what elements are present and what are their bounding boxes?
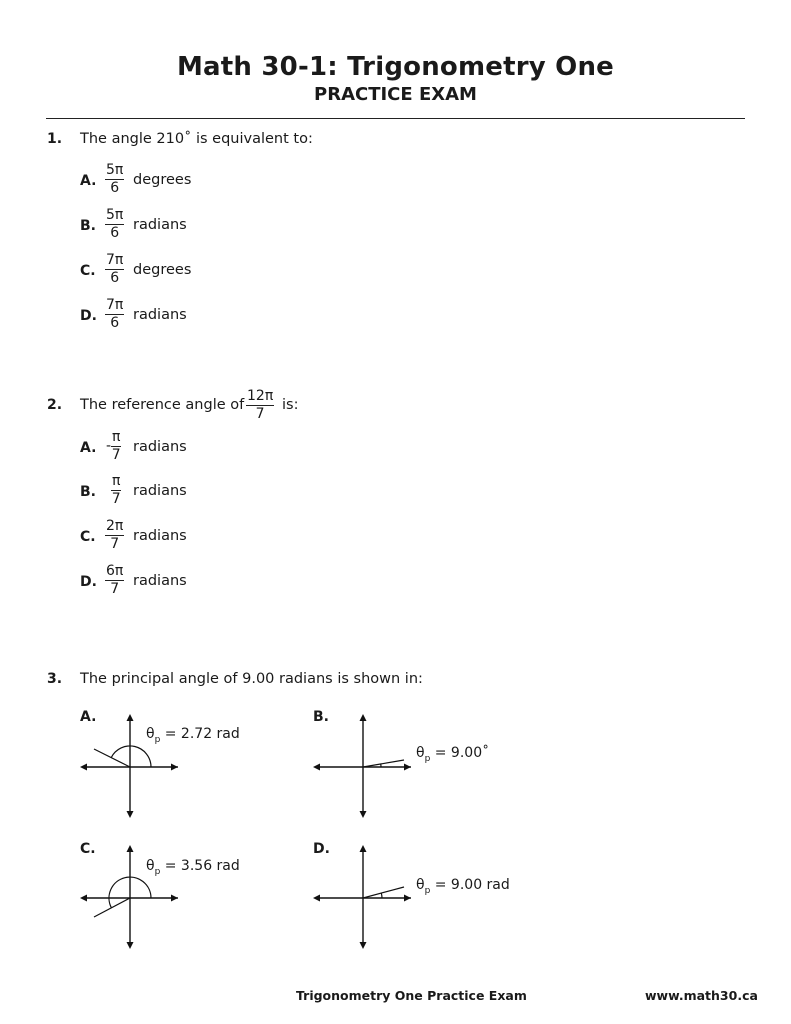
fraction-denominator: 7 bbox=[255, 406, 265, 422]
fraction-denominator: 6 bbox=[110, 315, 120, 331]
question-number: 3. bbox=[47, 671, 63, 687]
terminal-arm bbox=[363, 887, 404, 898]
option-letter: B. bbox=[80, 484, 96, 500]
option-letter: A. bbox=[80, 440, 97, 456]
angle-label bbox=[146, 858, 240, 877]
theta-symbol: θ bbox=[416, 745, 425, 761]
fraction-denominator: 6 bbox=[110, 180, 120, 196]
fraction bbox=[111, 429, 121, 464]
fraction bbox=[105, 297, 124, 332]
fraction bbox=[105, 518, 124, 553]
x-axis-arrow-left bbox=[313, 895, 320, 902]
y-axis-arrow-up bbox=[127, 845, 134, 852]
fraction-denominator: 7 bbox=[111, 491, 121, 507]
fraction bbox=[105, 252, 124, 287]
angle-value: = 9.00˚ bbox=[430, 745, 490, 761]
page-subtitle: PRACTICE EXAM bbox=[314, 84, 477, 105]
question-number: 2. bbox=[47, 397, 63, 413]
fraction-denominator: 7 bbox=[111, 447, 121, 463]
fraction-denominator: 7 bbox=[110, 581, 120, 597]
angle-label bbox=[146, 726, 240, 745]
question-number: 1. bbox=[47, 131, 63, 147]
title-divider bbox=[46, 118, 745, 119]
option-letter: C. bbox=[80, 529, 96, 545]
x-axis-arrow-left bbox=[313, 764, 320, 771]
page-title: Math 30-1: Trigonometry One bbox=[176, 52, 614, 82]
fraction-numerator: 12π bbox=[247, 388, 274, 404]
option-letter: A. bbox=[80, 173, 97, 189]
fraction-numerator: 7π bbox=[106, 252, 124, 268]
angle-diagram-b bbox=[311, 712, 417, 820]
theta-subscript: p bbox=[154, 734, 161, 745]
y-axis-arrow-up bbox=[360, 714, 367, 721]
theta-symbol: θ bbox=[146, 858, 155, 874]
x-axis-arrow-right bbox=[171, 895, 178, 902]
fraction-denominator: 6 bbox=[110, 270, 120, 286]
option-letter: D. bbox=[80, 308, 97, 324]
y-axis-arrow-down bbox=[360, 811, 367, 818]
fraction-numerator: 7π bbox=[106, 297, 124, 313]
terminal-arm bbox=[363, 760, 404, 767]
fraction-denominator: 6 bbox=[110, 225, 120, 241]
angle-label bbox=[416, 877, 510, 896]
theta-subscript: p bbox=[424, 753, 431, 764]
angle-value: = 3.56 rad bbox=[160, 858, 240, 874]
angle-label bbox=[416, 745, 489, 764]
angle-diagram-d bbox=[311, 843, 417, 951]
terminal-arm bbox=[94, 749, 130, 767]
fraction-numerator: 2π bbox=[106, 518, 124, 534]
option-letter: C. bbox=[80, 263, 96, 279]
fraction-numerator: π bbox=[112, 473, 121, 489]
option-unit: radians bbox=[133, 573, 187, 589]
angle-value: = 9.00 rad bbox=[430, 877, 510, 893]
option-letter: B. bbox=[313, 709, 329, 725]
fraction bbox=[105, 563, 124, 598]
footer-title: Trigonometry One Practice Exam bbox=[296, 988, 527, 1003]
angle-value: = 2.72 rad bbox=[160, 726, 240, 742]
fraction bbox=[111, 473, 121, 508]
x-axis-arrow-right bbox=[171, 764, 178, 771]
question-text: The angle 210˚ is equivalent to: bbox=[80, 131, 313, 147]
fraction-numerator: 6π bbox=[106, 563, 124, 579]
option-letter: A. bbox=[80, 709, 97, 725]
theta-symbol: θ bbox=[146, 726, 155, 742]
y-axis-arrow-down bbox=[127, 811, 134, 818]
fraction bbox=[105, 162, 124, 197]
option-letter: C. bbox=[80, 841, 96, 857]
x-axis-arrow-right bbox=[404, 895, 411, 902]
fraction-numerator: 5π bbox=[106, 207, 124, 223]
question-text-suffix: is: bbox=[282, 397, 299, 413]
fraction-denominator: 7 bbox=[110, 536, 120, 552]
question-fraction bbox=[246, 388, 274, 423]
angle-arc bbox=[111, 746, 151, 767]
negative-sign: - bbox=[106, 438, 112, 454]
footer-website: www.math30.ca bbox=[645, 988, 758, 1003]
question-text: The principal angle of 9.00 radians is shown in: bbox=[80, 671, 423, 687]
x-axis-arrow-right bbox=[404, 764, 411, 771]
option-letter: B. bbox=[80, 218, 96, 234]
option-unit: degrees bbox=[133, 262, 192, 278]
question-text: The reference angle of bbox=[80, 397, 245, 413]
theta-symbol: θ bbox=[416, 877, 425, 893]
option-unit: radians bbox=[133, 483, 187, 499]
y-axis-arrow-down bbox=[360, 942, 367, 949]
theta-subscript: p bbox=[154, 866, 161, 877]
option-unit: radians bbox=[133, 217, 187, 233]
x-axis-arrow-left bbox=[80, 895, 87, 902]
angle-arc bbox=[381, 893, 382, 898]
option-unit: radians bbox=[133, 528, 187, 544]
theta-subscript: p bbox=[424, 885, 431, 896]
fraction-numerator: π bbox=[112, 429, 121, 445]
option-unit: degrees bbox=[133, 172, 192, 188]
option-unit: radians bbox=[133, 307, 187, 323]
option-letter: D. bbox=[313, 841, 330, 857]
x-axis-arrow-left bbox=[80, 764, 87, 771]
fraction bbox=[105, 207, 124, 242]
y-axis-arrow-up bbox=[360, 845, 367, 852]
y-axis-arrow-up bbox=[127, 714, 134, 721]
fraction-numerator: 5π bbox=[106, 162, 124, 178]
option-letter: D. bbox=[80, 574, 97, 590]
option-unit: radians bbox=[133, 439, 187, 455]
y-axis-arrow-down bbox=[127, 942, 134, 949]
terminal-arm bbox=[94, 898, 130, 917]
